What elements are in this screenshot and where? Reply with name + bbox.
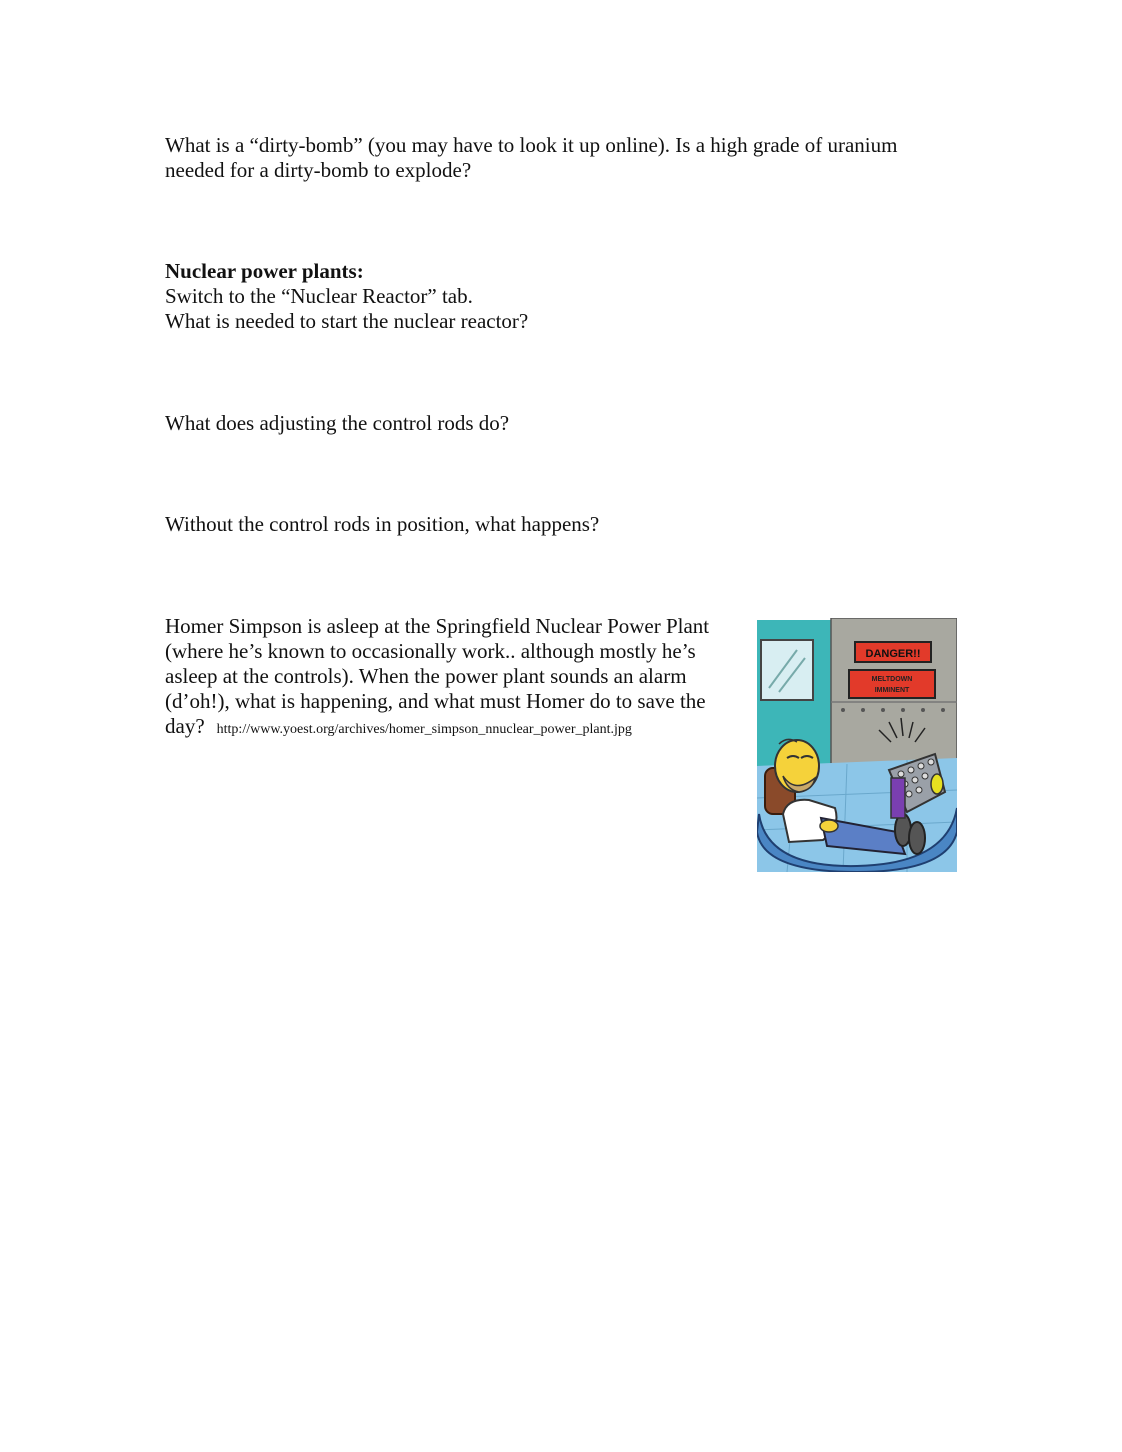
homer-line-2: (where he’s known to occasionally work.. although mostly he’s [165,639,696,663]
question-dirty-bomb [165,133,965,183]
homer-line-4: (d’oh!), what is happening, and what must Homer do to save the [165,689,706,713]
homer-line-1: Homer Simpson is asleep at the Springfield Nuclear Power Plant [165,614,710,638]
question-dirty-bomb-line-1: What is a “dirty-bomb” (you may have to look it up online). Is a high grade of uranium [165,133,898,157]
section-heading: Nuclear power plants: [165,259,364,283]
meltdown-sign-text-1: MELTDOWN [871,676,913,683]
question-without-control-rods: Without the control rods in position, what happens? [165,512,600,536]
meltdown-sign-text-2: IMMINENT [874,687,910,694]
homer-line-3: asleep at the controls). When the power plant sounds an alarm [165,664,687,688]
homer-simpson-illustration [757,618,957,872]
nuclear-power-plants-section [165,259,765,334]
danger-sign-text: DANGER!! [865,648,921,660]
question-start-reactor: What is needed to start the nuclear reactor? [165,309,529,333]
image-source-url: http://www.yoest.org/archives/homer_simpson_nnuclear_power_plant.jpg [216,722,632,737]
console-gauge [931,774,943,794]
question-control-rods: What does adjusting the control rods do? [165,411,510,435]
instruction-switch-tab: Switch to the “Nuclear Reactor” tab. [165,284,473,308]
question-homer-simpson [165,614,745,742]
question-dirty-bomb-line-2: needed for a dirty-bomb to explode? [165,158,472,182]
window [761,640,813,700]
homer-line-5: day? [165,714,205,738]
